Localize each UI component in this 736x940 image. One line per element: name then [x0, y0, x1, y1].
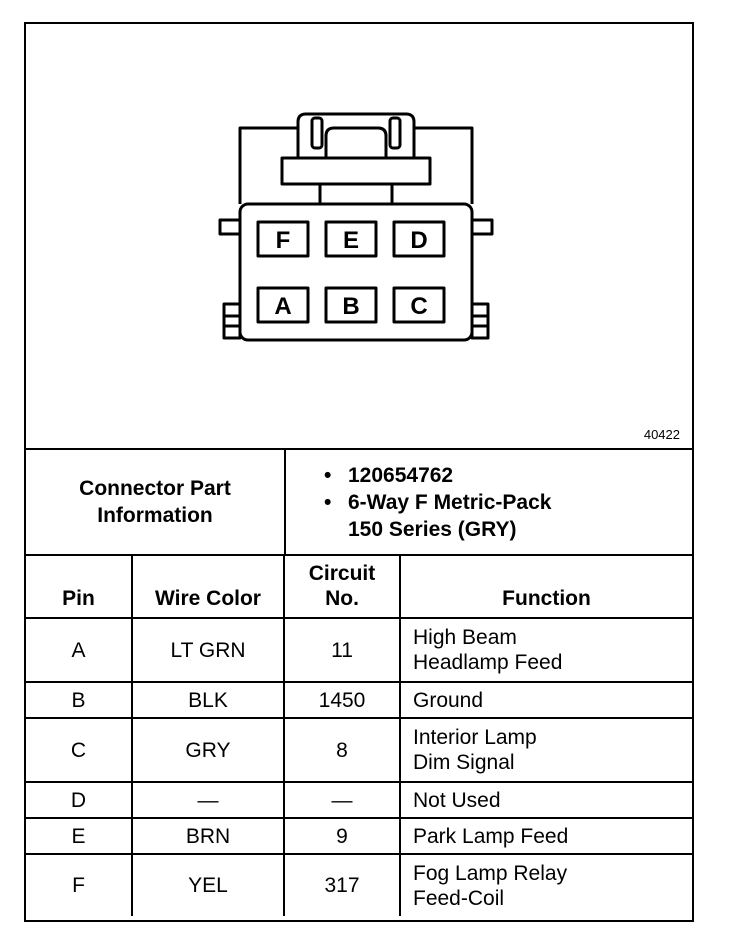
cell-circuit: 11 [284, 618, 400, 682]
pin-label-e: E [342, 227, 360, 254]
table-row [26, 618, 692, 682]
table-row [26, 682, 692, 718]
header-circuit-line1: Circuit [308, 562, 376, 585]
pin-label-a: A [274, 293, 292, 320]
connector-info [26, 450, 692, 556]
cell-pin: B [26, 682, 132, 718]
info-item-description [324, 489, 551, 543]
cell-wire-color: YEL [132, 854, 284, 916]
part-number: 120654762 [348, 464, 454, 487]
table-row [26, 718, 692, 782]
cell-function: Park Lamp Feed [400, 818, 692, 854]
cell-circuit: — [284, 782, 400, 818]
connector-figure [26, 24, 692, 450]
info-item-part-number [324, 462, 551, 489]
connector-sheet [24, 22, 694, 922]
latch-inner [326, 128, 386, 158]
cell-function: Not Used [400, 782, 692, 818]
pin-label-c: C [410, 293, 428, 320]
cell-circuit: 1450 [284, 682, 400, 718]
table-row [26, 818, 692, 854]
pin-table [26, 554, 692, 916]
right-rib-bottom [472, 304, 488, 338]
cell-pin: A [26, 618, 132, 682]
pin-label-f: F [275, 227, 291, 254]
latch-base [282, 158, 430, 184]
figure-id: 40422 [643, 427, 680, 442]
pin-label-b: B [342, 293, 360, 320]
connector-info-label [26, 450, 286, 554]
connector-info-list [324, 462, 551, 543]
cell-pin: E [26, 818, 132, 854]
cell-function: High Beam Headlamp Feed [400, 618, 692, 682]
connector-description: 6-Way F Metric-Pack 150 Series (GRY) [348, 491, 552, 541]
header-wire-color: Wire Color [132, 554, 284, 618]
cell-circuit: 9 [284, 818, 400, 854]
right-rib-top [472, 220, 492, 234]
cell-pin: C [26, 718, 132, 782]
cell-pin: D [26, 782, 132, 818]
table-row [26, 854, 692, 916]
cell-function: Ground [400, 682, 692, 718]
housing-top [240, 128, 472, 158]
cell-function: Fog Lamp Relay Feed-Coil [400, 854, 692, 916]
cell-pin: F [26, 854, 132, 916]
cell-wire-color: BLK [132, 682, 284, 718]
cell-circuit: 8 [284, 718, 400, 782]
pin-label-d: D [410, 227, 428, 254]
cell-circuit: 317 [284, 854, 400, 916]
info-label-line1: Connector Part [79, 477, 231, 500]
header-circuit-line2: No. [325, 587, 359, 610]
left-rib-bottom [224, 304, 240, 338]
cell-wire-color: — [132, 782, 284, 818]
info-label-line2: Information [97, 504, 213, 527]
header-circuit-no [284, 554, 400, 618]
header-function: Function [400, 554, 692, 618]
header-pin: Pin [26, 554, 132, 618]
left-rib-top [220, 220, 240, 234]
cell-wire-color: LT GRN [132, 618, 284, 682]
cell-wire-color: GRY [132, 718, 284, 782]
table-header-row [26, 554, 692, 618]
cell-wire-color: BRN [132, 818, 284, 854]
bullet-icon: • [324, 464, 332, 487]
connector-drawing [26, 24, 692, 448]
table-row [26, 782, 692, 818]
latch-outline [298, 114, 414, 158]
cell-function: Interior Lamp Dim Signal [400, 718, 692, 782]
bullet-icon: • [324, 491, 332, 514]
